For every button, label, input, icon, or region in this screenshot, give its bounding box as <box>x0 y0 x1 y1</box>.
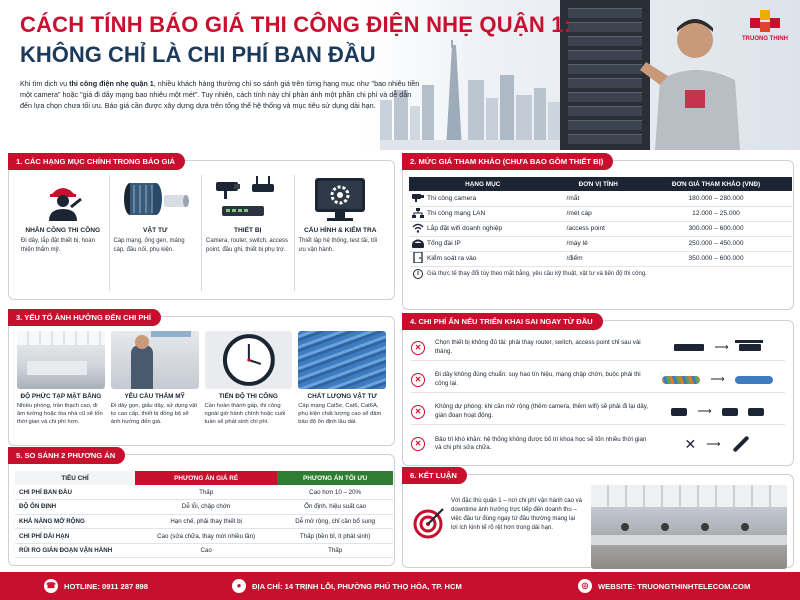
hotline-text: HOTLINE: 0911 287 898 <box>64 581 148 591</box>
price-value: 300.000 – 600.000 <box>640 221 792 236</box>
server-rack-image <box>560 0 650 150</box>
category-desc: Thiết lập hệ thống, test tải, tối ưu vận hành. <box>298 238 378 253</box>
price-table <box>409 177 792 281</box>
section1-title: 1. CÁC HẠNG MỤC CHÍNH TRONG BÁO GIÁ <box>8 153 185 170</box>
category-desc: Đi dây, lắp đặt thiết bị, hoàn thiện thẩm mỹ. <box>21 238 95 253</box>
table-row <box>409 206 792 221</box>
category-labor <box>17 175 110 291</box>
wrench-icon <box>732 436 749 453</box>
category-title: VẬT TƯ <box>142 227 168 234</box>
hidden-cost-text: Chọn thiết bị không đủ tải: phải thay router, switch, access point chỉ sau vài tháng. <box>435 339 641 355</box>
expansion-illustration <box>650 406 785 417</box>
price-note: Giá thực tế thay đổi tùy theo mặt bằng, yêu cầu kỹ thuật, vật tư và tiến độ thi công. <box>427 270 647 277</box>
factor-site-complexity <box>17 331 105 426</box>
phone-icon: ☎ <box>44 579 58 593</box>
address-link[interactable] <box>232 572 462 600</box>
hidden-cost-text: Bảo trì khó khăn: hệ thống không được bố trí khoa học sẽ tốn nhiều thời gian và chi phí sửa chữa. <box>435 435 647 451</box>
factor-title: ĐỘ PHỨC TẠP MẶT BẰNG <box>20 393 102 400</box>
arrow-right-icon: ⟶ <box>710 374 725 385</box>
cheap-value: Dễ lỗi, chập chờn <box>135 500 277 515</box>
factor-aesthetics <box>111 331 199 426</box>
comparison-header <box>15 471 393 485</box>
price-unit: /điểm <box>557 251 641 266</box>
optimal-value: Cao hơn 10 – 20% <box>277 485 393 500</box>
optimal-value: Thấp <box>277 543 393 558</box>
section-hidden-costs <box>402 317 794 466</box>
section-main-categories <box>8 157 395 300</box>
column-header: HẠNG MỤC <box>409 177 557 191</box>
hidden-cost-item <box>411 367 785 393</box>
table-row <box>15 485 393 500</box>
intro-paragraph: Khi tìm dịch vụ thi công điện nhẹ quận 1, nhiều khách hàng thường chỉ so sánh giá trên từng hạng mục như "bao nhiêu tiền một camera" hoặc "giá đi dây mạng bao nhiêu một mét". Tuy nhiên, cách tính này chỉ phản ánh một phần chi phí và dễ dẫn đến lựa chọn chưa tối ưu. Báo giá cần được xây dựng dựa trên tổng thể hệ thống và mục tiêu sử dụng dài hạn. <box>20 79 420 110</box>
cable-illustration <box>650 374 785 385</box>
table-row <box>409 251 792 266</box>
cheap-value: Cao (sửa chữa, thay mới nhiều lần) <box>135 529 277 544</box>
column-header-optimal: PHƯƠNG ÁN TỐI ƯU <box>277 471 393 485</box>
x-circle-icon: ✕ <box>411 405 425 419</box>
arrow-right-icon: ⟶ <box>697 406 712 417</box>
hidden-cost-text: Không dự phòng: khi cần mở rộng (thêm camera, thêm wifi) sẽ phải đi lại dây, gián đoạn hoạt động. <box>435 403 649 419</box>
factor-material-quality <box>298 331 386 426</box>
table-row <box>15 514 393 529</box>
factor-desc: Nhiều phòng, trần thạch cao, đi âm tường hoặc tòa nhà cũ sẽ tốn thời gian và chi phí hơn. <box>17 403 103 425</box>
section2-title: 2. MỨC GIÁ THAM KHẢO (CHƯA BAO GỒM THIẾT BỊ) <box>402 153 613 170</box>
price-value: 250.000 – 450.000 <box>640 236 792 251</box>
category-title: THIẾT BỊ <box>234 227 262 234</box>
price-value: 350.000 – 600.000 <box>640 251 792 266</box>
table-row <box>409 191 792 206</box>
x-circle-icon: ✕ <box>411 373 425 387</box>
cheap-value: Hạn chế, phải thay thiết bị <box>135 514 277 529</box>
category-title: CẤU HÌNH & KIỂM TRA <box>303 227 377 234</box>
hidden-cost-text: Đi dây không đúng chuẩn: suy hao tín hiệu, mạng chập chờn, buộc phải thi công lại. <box>435 371 641 387</box>
neat-cable-icon <box>735 376 773 384</box>
wifi-icon <box>412 223 424 233</box>
price-value: 180.000 – 280.000 <box>640 191 792 206</box>
tangled-cable-icon <box>662 376 700 384</box>
optimal-value: Ổn định, hiệu suất cao <box>277 500 393 515</box>
section3-title: 3. YẾU TỐ ẢNH HƯỞNG ĐẾN CHI PHÍ <box>8 309 161 326</box>
router-icon <box>739 344 761 351</box>
column-header: TIÊU CHÍ <box>15 471 135 485</box>
column-header-cheap: PHƯƠNG ÁN GIÁ RẺ <box>135 471 277 485</box>
section6-title: 6. KẾT LUẬN <box>402 467 467 484</box>
page-title-line1: CÁCH TÍNH BÁO GIÁ THI CÔNG ĐIỆN NHẸ QUẬN 1: <box>20 12 572 37</box>
router-upgrade-illustration <box>650 342 785 353</box>
factor-title: YÊU CẦU THẨM MỸ <box>124 393 185 400</box>
factor-desc: Đi dây gọn, giấu dây, sử dụng vật tư cao cấp, thiết bị đồng bộ sẽ ảnh hưởng đến giá. <box>110 403 198 425</box>
switch-icon <box>674 344 704 351</box>
category-desc: Cáp mạng, ống gen, máng cáp, đầu nối, phụ kiện. <box>113 238 185 253</box>
monitor-gear-icon <box>313 176 367 222</box>
logo-mark-icon <box>750 10 780 34</box>
office-image <box>591 485 787 569</box>
factor-title: CHẤT LƯỢNG VẬT TƯ <box>307 393 377 400</box>
hidden-cost-item <box>411 399 785 425</box>
price-item: Thi công camera <box>427 191 557 206</box>
target-icon <box>413 507 445 539</box>
hero-banner <box>0 0 800 150</box>
table-row <box>15 543 393 558</box>
criterion: KHẢ NĂNG MỞ RỘNG <box>15 514 135 529</box>
tools-icon: ✕ <box>684 435 697 452</box>
price-item: Kiểm soát ra vào <box>427 251 557 266</box>
table-row <box>15 529 393 544</box>
price-unit: /mắt <box>557 191 641 206</box>
address-text: ĐỊA CHỈ: 14 TRỊNH LỖI, PHƯỜNG PHÚ THỌ HÒA, TP. HCM <box>252 581 462 591</box>
footer-bar <box>0 572 800 600</box>
page-title-line2: KHÔNG CHỈ LÀ CHI PHÍ BAN ĐẦU <box>20 42 376 67</box>
optimal-value: Dễ mở rộng, chỉ cần bổ sung <box>277 514 393 529</box>
x-circle-icon: ✕ <box>411 341 425 355</box>
globe-icon: ◎ <box>578 579 592 593</box>
table-row <box>15 500 393 515</box>
technician-image <box>640 10 750 150</box>
clock-image <box>205 331 293 389</box>
arrow-right-icon: ⟶ <box>706 438 721 450</box>
factor-title: TIẾN ĐỘ THI CÔNG <box>218 393 278 400</box>
website-text: WEBSITE: TRUONGTHINHTELECOM.COM <box>598 581 751 591</box>
section-comparison <box>8 451 395 566</box>
factor-schedule <box>205 331 293 426</box>
price-unit: /máy lẻ <box>557 236 641 251</box>
price-unit: /mét cáp <box>557 206 641 221</box>
comparison-table <box>15 471 393 558</box>
section4-title: 4. CHI PHÍ ẨN NẾU TRIỂN KHAI SAI NGAY TỪ ĐẦU <box>402 313 603 330</box>
devices-icon <box>212 176 284 222</box>
door-icon <box>412 252 424 263</box>
price-item: Tổng đài IP <box>427 236 557 251</box>
column-header: ĐƠN VỊ TÍNH <box>557 177 641 191</box>
price-value: 12.000 – 25.000 <box>640 206 792 221</box>
column-header: ĐƠN GIÁ THAM KHẢO (VNĐ) <box>640 177 792 191</box>
category-devices <box>202 175 295 291</box>
price-item: Lắp đặt wifi doanh nghiệp <box>427 221 557 236</box>
price-item: Thi công mạng LAN <box>427 206 557 221</box>
cheap-value: Thấp <box>135 485 277 500</box>
cheap-value: Cao <box>135 543 277 558</box>
clock-icon <box>205 331 293 389</box>
section5-title: 5. SO SÁNH 2 PHƯƠNG ÁN <box>8 447 125 464</box>
ceiling-work-image <box>111 331 199 389</box>
maintenance-illustration <box>650 436 785 453</box>
office-space-image <box>17 331 105 389</box>
camera-icon <box>671 408 687 416</box>
conclusion-text: Với đặc thù quận 1 – nơi chi phí vận hành cao và downtime ảnh hưởng trực tiếp đến doanh thu – việc đầu tư đúng ngay từ đầu thường mang lại lợi ích kinh tế rõ rệt hơn trong dài hạn. <box>451 498 582 531</box>
section-cost-factors <box>8 313 395 446</box>
camera-icon <box>412 192 424 202</box>
price-unit: /access point <box>557 221 641 236</box>
category-configuration <box>295 175 387 291</box>
arrow-right-icon: ⟶ <box>714 342 729 353</box>
phone-icon <box>412 238 424 248</box>
criterion: CHI PHÍ BAN ĐẦU <box>15 485 135 500</box>
price-note-row <box>409 266 792 281</box>
hotline-link[interactable] <box>44 572 148 600</box>
logo-text: TRUONG THINH <box>742 36 788 42</box>
category-materials <box>110 175 203 291</box>
factor-desc: Cần hoàn thành gấp, thi công ngoài giờ hành chính hoặc cuối tuần sẽ phát sinh chi phí. <box>204 403 286 425</box>
optimal-value: Thấp (bền bỉ, ít phát sinh) <box>277 529 393 544</box>
price-table-header <box>409 177 792 191</box>
info-icon: i <box>413 269 423 279</box>
camera-icon <box>722 408 738 416</box>
criterion: ĐỘ ỔN ĐỊNH <box>15 500 135 515</box>
category-desc: Camera, router, switch, access point, đầu ghi, thiết bị phụ trợ. <box>206 238 289 253</box>
x-circle-icon: ✕ <box>411 437 425 451</box>
table-row <box>409 236 792 251</box>
section-conclusion <box>402 471 794 568</box>
category-title: NHÂN CÔNG THI CÔNG <box>25 227 101 234</box>
brand-logo <box>735 10 795 50</box>
camera-icon <box>748 408 764 416</box>
location-pin-icon: ● <box>232 579 246 593</box>
network-cables-image <box>298 331 386 389</box>
website-link[interactable] <box>578 572 750 600</box>
cable-roll-icon <box>120 177 190 221</box>
hidden-cost-item <box>411 335 785 361</box>
section-reference-prices <box>402 157 794 310</box>
criterion: RỦI RO GIÁN ĐOẠN VẬN HÀNH <box>15 543 135 558</box>
hidden-cost-item <box>411 431 785 457</box>
factor-desc: Cáp mạng Cat5e, Cat6, Cat6A, phụ kiện chất lượng cao sẽ đảm bảo độ ổn định lâu dài. <box>298 403 382 425</box>
network-icon <box>412 208 424 218</box>
worker-icon <box>41 177 85 221</box>
table-row <box>409 221 792 236</box>
criterion: CHI PHÍ DÀI HẠN <box>15 529 135 544</box>
